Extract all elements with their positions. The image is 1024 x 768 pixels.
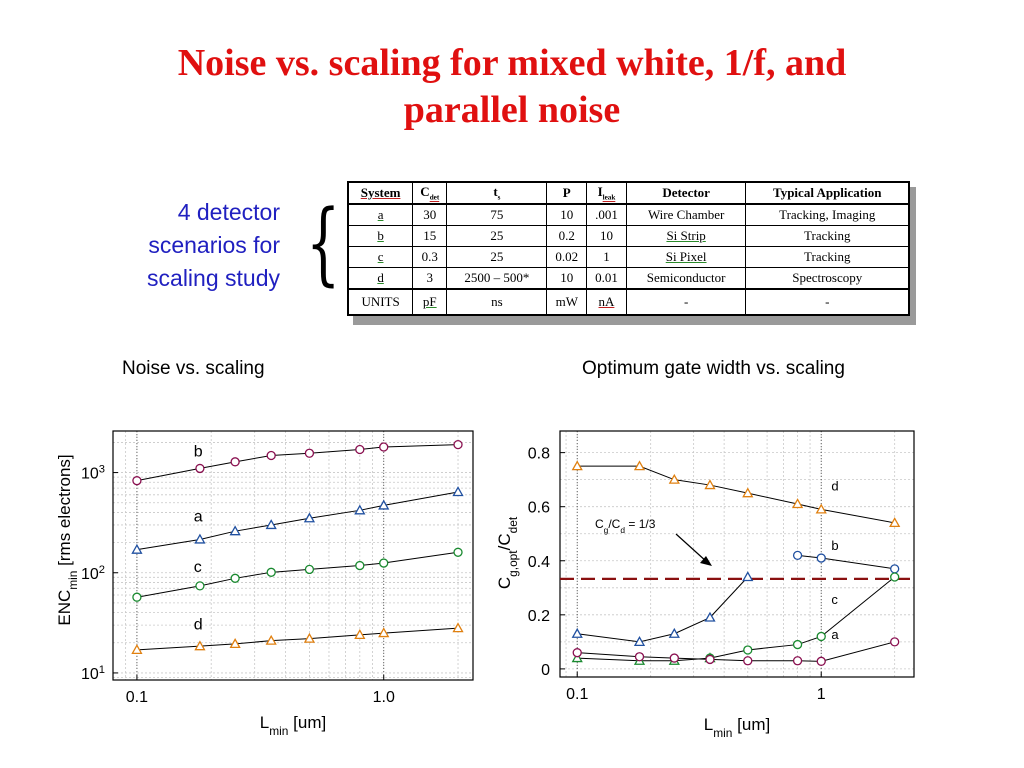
scenarios-line-1: 4 detector: [177, 199, 280, 225]
table-cell: pF: [413, 289, 447, 315]
data-point-c: [380, 559, 388, 567]
right-chart-subtitle: Optimum gate width vs. scaling: [582, 358, 845, 379]
col-ileak: $I_{leak}$: [587, 182, 627, 204]
y-tick-label: 0.4: [527, 553, 550, 571]
y-axis-label: $ENC_{min}$ [rms electrons]: [55, 454, 80, 626]
scenarios-line-2: scenarios for: [148, 232, 280, 258]
data-point-c: [305, 565, 313, 573]
data-point-c: [267, 568, 275, 576]
data-point-wire: [636, 653, 644, 661]
table-cell: 30: [413, 204, 447, 226]
table-cell: 0.01: [587, 268, 627, 290]
x-tick-label: 1.0: [372, 689, 395, 706]
series-line-b: [137, 445, 458, 481]
table-cell: d: [348, 268, 413, 290]
col-system: System: [348, 182, 413, 204]
col-p: P: [547, 182, 587, 204]
data-point-c: [356, 562, 364, 570]
table-cell: mW: [547, 289, 587, 315]
table-cell: -: [746, 289, 909, 315]
table-cell: 10: [587, 226, 627, 247]
x-tick-label: 1: [816, 686, 826, 703]
data-point-b: [380, 443, 388, 451]
table-cell: 25: [447, 247, 547, 268]
series-line-c: [137, 552, 458, 597]
data-point-c: [670, 629, 679, 637]
data-point-b: [817, 554, 825, 562]
y-axis-label: $C_{g,opt}/C_{det}$: [495, 516, 520, 590]
data-point-c: [231, 574, 239, 582]
series-label-c: c: [193, 558, 202, 576]
table-cell: 3: [413, 268, 447, 290]
series-line-a: [137, 492, 458, 550]
table-cell: Tracking, Imaging: [746, 204, 909, 226]
annotation-label: $C_g/C_d = 1/3$: [595, 517, 656, 535]
col-cdet: $C_{det}$: [413, 182, 447, 204]
data-point-b: [356, 445, 364, 453]
table-cell: Si Pixel: [626, 247, 746, 268]
data-point-c: [454, 548, 462, 556]
plot-frame: [560, 431, 914, 677]
y-tick-label: 0: [541, 661, 550, 679]
data-point-a: [817, 632, 825, 640]
data-point-d: [670, 475, 679, 483]
data-point-wire: [573, 649, 581, 657]
table-cell: 10: [547, 268, 587, 290]
y-tick-label: 0.2: [527, 607, 550, 625]
series-line-d: [577, 466, 894, 523]
x-axis-label: $L_{min}$ [um]: [703, 715, 771, 740]
col-ts: $t_s$: [447, 182, 547, 204]
data-point-c: [573, 629, 582, 637]
annotation-arrow: [676, 534, 707, 562]
col-detector: Detector: [626, 182, 746, 204]
data-point-wire: [794, 657, 802, 665]
y-tick-label: $10^1$: [80, 663, 105, 683]
y-tick-label: 0.8: [527, 445, 550, 463]
data-point-b: [454, 441, 462, 449]
title-line-2: parallel noise: [403, 89, 621, 131]
data-point-wire: [706, 655, 714, 663]
data-point-b: [133, 477, 141, 485]
series-label-c: c: [831, 592, 838, 608]
series-label-d: d: [193, 616, 203, 634]
table-cell: 1: [587, 247, 627, 268]
table-cell: a: [348, 204, 413, 226]
table-cell: ns: [447, 289, 547, 315]
col-application: Typical Application: [746, 182, 909, 204]
table-cell: nA: [587, 289, 627, 315]
x-tick-label: 0.1: [125, 689, 149, 706]
data-point-wire: [817, 657, 825, 665]
data-point-b: [891, 565, 899, 573]
series-line-c: [577, 577, 748, 642]
table-cell: c: [348, 247, 413, 268]
y-tick-label: $10^2$: [80, 563, 105, 583]
table-cell: 10: [547, 204, 587, 226]
y-tick-label: 0.6: [527, 499, 550, 517]
table-cell: b: [348, 226, 413, 247]
series-label-a: a: [193, 508, 203, 526]
series-label-b: b: [193, 443, 203, 461]
y-tick-label: $10^3$: [80, 463, 105, 483]
scenarios-line-3: scaling study: [147, 265, 280, 291]
table-cell: 15: [413, 226, 447, 247]
table-cell: Tracking: [746, 226, 909, 247]
series-line-b: [798, 555, 895, 569]
series-line-d: [137, 628, 458, 650]
data-point-a: [454, 487, 463, 495]
series-line-wire: [577, 642, 894, 661]
data-point-b: [305, 449, 313, 457]
title-line-1: Noise vs. scaling for mixed white, 1/f, and: [177, 42, 847, 84]
table-cell: Semiconductor: [626, 268, 746, 290]
table-cell: UNITS: [348, 289, 413, 315]
table-cell: 75: [447, 204, 547, 226]
data-point-a: [891, 573, 899, 581]
data-point-wire: [891, 638, 899, 646]
data-point-c: [133, 593, 141, 601]
table-cell: 0.2: [547, 226, 587, 247]
brace-icon: {: [306, 191, 341, 296]
left-chart-subtitle: Noise vs. scaling: [122, 358, 265, 379]
data-point-wire: [670, 654, 678, 662]
data-point-b: [196, 464, 204, 472]
table-cell: Si Strip: [626, 226, 746, 247]
table-cell: Tracking: [746, 247, 909, 268]
x-tick-label: 0.1: [566, 686, 589, 703]
series-label-b: b: [831, 537, 839, 553]
data-point-b: [267, 452, 275, 460]
data-point-a: [794, 641, 802, 649]
data-point-a: [744, 646, 752, 654]
series-line-a: [710, 577, 895, 658]
data-point-b: [794, 551, 802, 559]
table-cell: Wire Chamber: [626, 204, 746, 226]
series-label-d: d: [831, 478, 839, 494]
table-cell: 2500 – 500*: [447, 268, 547, 290]
table-cell: -: [626, 289, 746, 315]
data-point-wire: [744, 657, 752, 665]
table-cell: Spectroscopy: [746, 268, 909, 290]
data-point-c: [196, 582, 204, 590]
table-cell: 0.3: [413, 247, 447, 268]
table-cell: .001: [587, 204, 627, 226]
table-cell: 0.02: [547, 247, 587, 268]
table-cell: 25: [447, 226, 547, 247]
data-point-b: [231, 458, 239, 466]
series-label-a: a: [831, 627, 839, 643]
x-axis-label: $L_{min}$ [um]: [259, 713, 327, 738]
data-point-c: [743, 572, 752, 580]
